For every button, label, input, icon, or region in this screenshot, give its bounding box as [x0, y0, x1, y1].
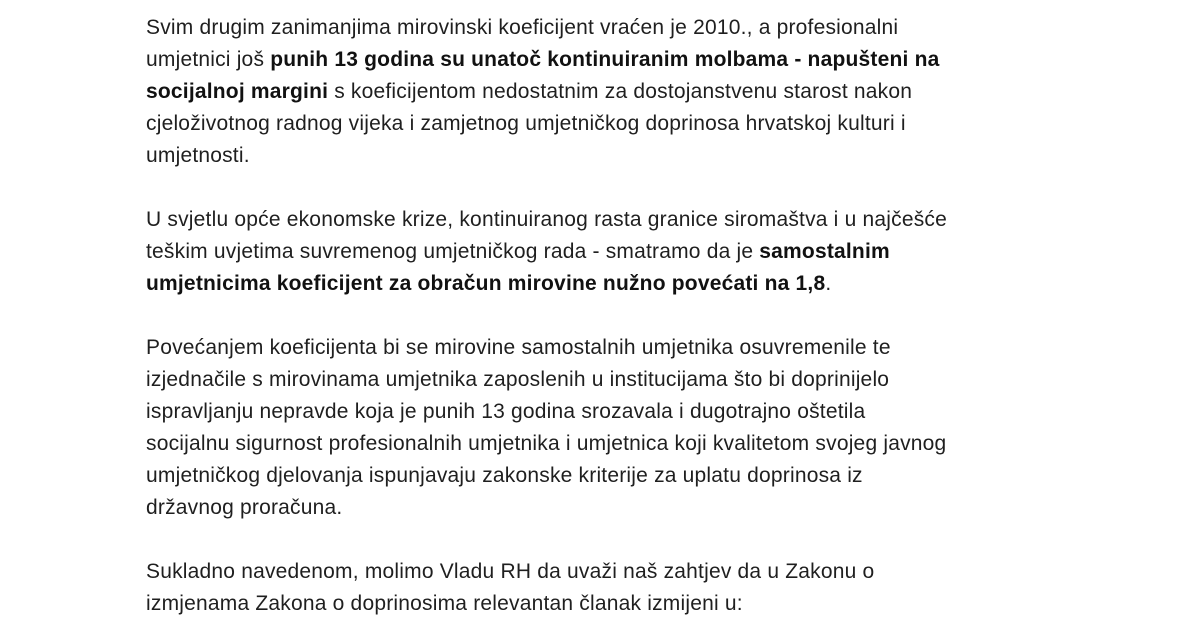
line — [146, 592, 743, 615]
text-run: s koeficijentom nedostatnim za dostojanstvenu starost nakon — [328, 80, 913, 103]
paragraph-pension-history — [146, 12, 1066, 172]
text-run: umjetničkog djelovanja ispunjavaju zakonske kriterije za uplatu doprinosa iz — [146, 464, 863, 487]
line — [146, 112, 906, 135]
text-run: cjeloživotnog radnog vijeka i zamjetnog umjetničkog doprinosa hrvatskoj kulturi i — [146, 112, 906, 135]
document-body — [146, 12, 1066, 620]
line — [146, 208, 947, 231]
text-run: teškim uvjetima suvremenog umjetničkog rada - smatramo da je — [146, 240, 760, 263]
text-run: . — [825, 272, 832, 295]
text-run: Povećanjem koeficijenta bi se mirovine samostalnih umjetnika osuvremenile te — [146, 336, 891, 359]
line — [146, 432, 946, 455]
text-run: Sukladno navedenom, molimo Vladu RH da uvaži naš zahtjev da u Zakonu o — [146, 560, 875, 583]
bold-text-run: socijalnoj margini — [146, 80, 329, 103]
text-run: državnog proračuna. — [146, 496, 343, 519]
paragraph-request — [146, 556, 1066, 620]
line — [146, 464, 863, 487]
line — [146, 560, 874, 583]
line — [146, 240, 890, 263]
bold-text-run: umjetnicima koeficijent za obračun mirovine nužno povećati na 1,8 — [146, 272, 826, 295]
text-run: ispravljanju nepravde koja je punih 13 godina srozavala i dugotrajno oštetila — [146, 400, 866, 423]
text-run: socijalnu sigurnost profesionalnih umjetnika i umjetnica koji kvalitetom svojeg javnog — [146, 432, 947, 455]
line — [146, 80, 912, 103]
text-run: U svjetlu opće ekonomske krize, kontinuiranog rasta granice siromaštva i u najčešće — [146, 208, 947, 231]
line — [146, 16, 898, 39]
line — [146, 144, 250, 167]
line — [146, 368, 889, 391]
paragraph-spacer — [146, 300, 1066, 332]
line — [146, 336, 891, 359]
paragraph-spacer — [146, 524, 1066, 556]
text-run: umjetnici još — [146, 48, 271, 71]
line — [146, 400, 865, 423]
text-run: Svim drugim zanimanjima mirovinski koeficijent vraćen je 2010., a profesionalni — [146, 16, 899, 39]
paragraph-spacer — [146, 172, 1066, 204]
bold-text-run: punih 13 godina su unatoč kontinuiranim molbama - napušteni na — [270, 48, 940, 71]
text-run: izmjenama Zakona o doprinosima relevantan članak izmijeni u: — [146, 592, 743, 615]
bold-text-run: samostalnim — [759, 240, 890, 263]
text-run: izjednačile s mirovinama umjetnika zaposlenih u institucijama što bi doprinijelo — [146, 368, 890, 391]
paragraph-economic-crisis — [146, 204, 1066, 300]
line — [146, 272, 831, 295]
paragraph-coefficient-increase — [146, 332, 1066, 524]
line — [146, 48, 939, 71]
text-run: umjetnosti. — [146, 144, 250, 167]
line — [146, 496, 342, 519]
